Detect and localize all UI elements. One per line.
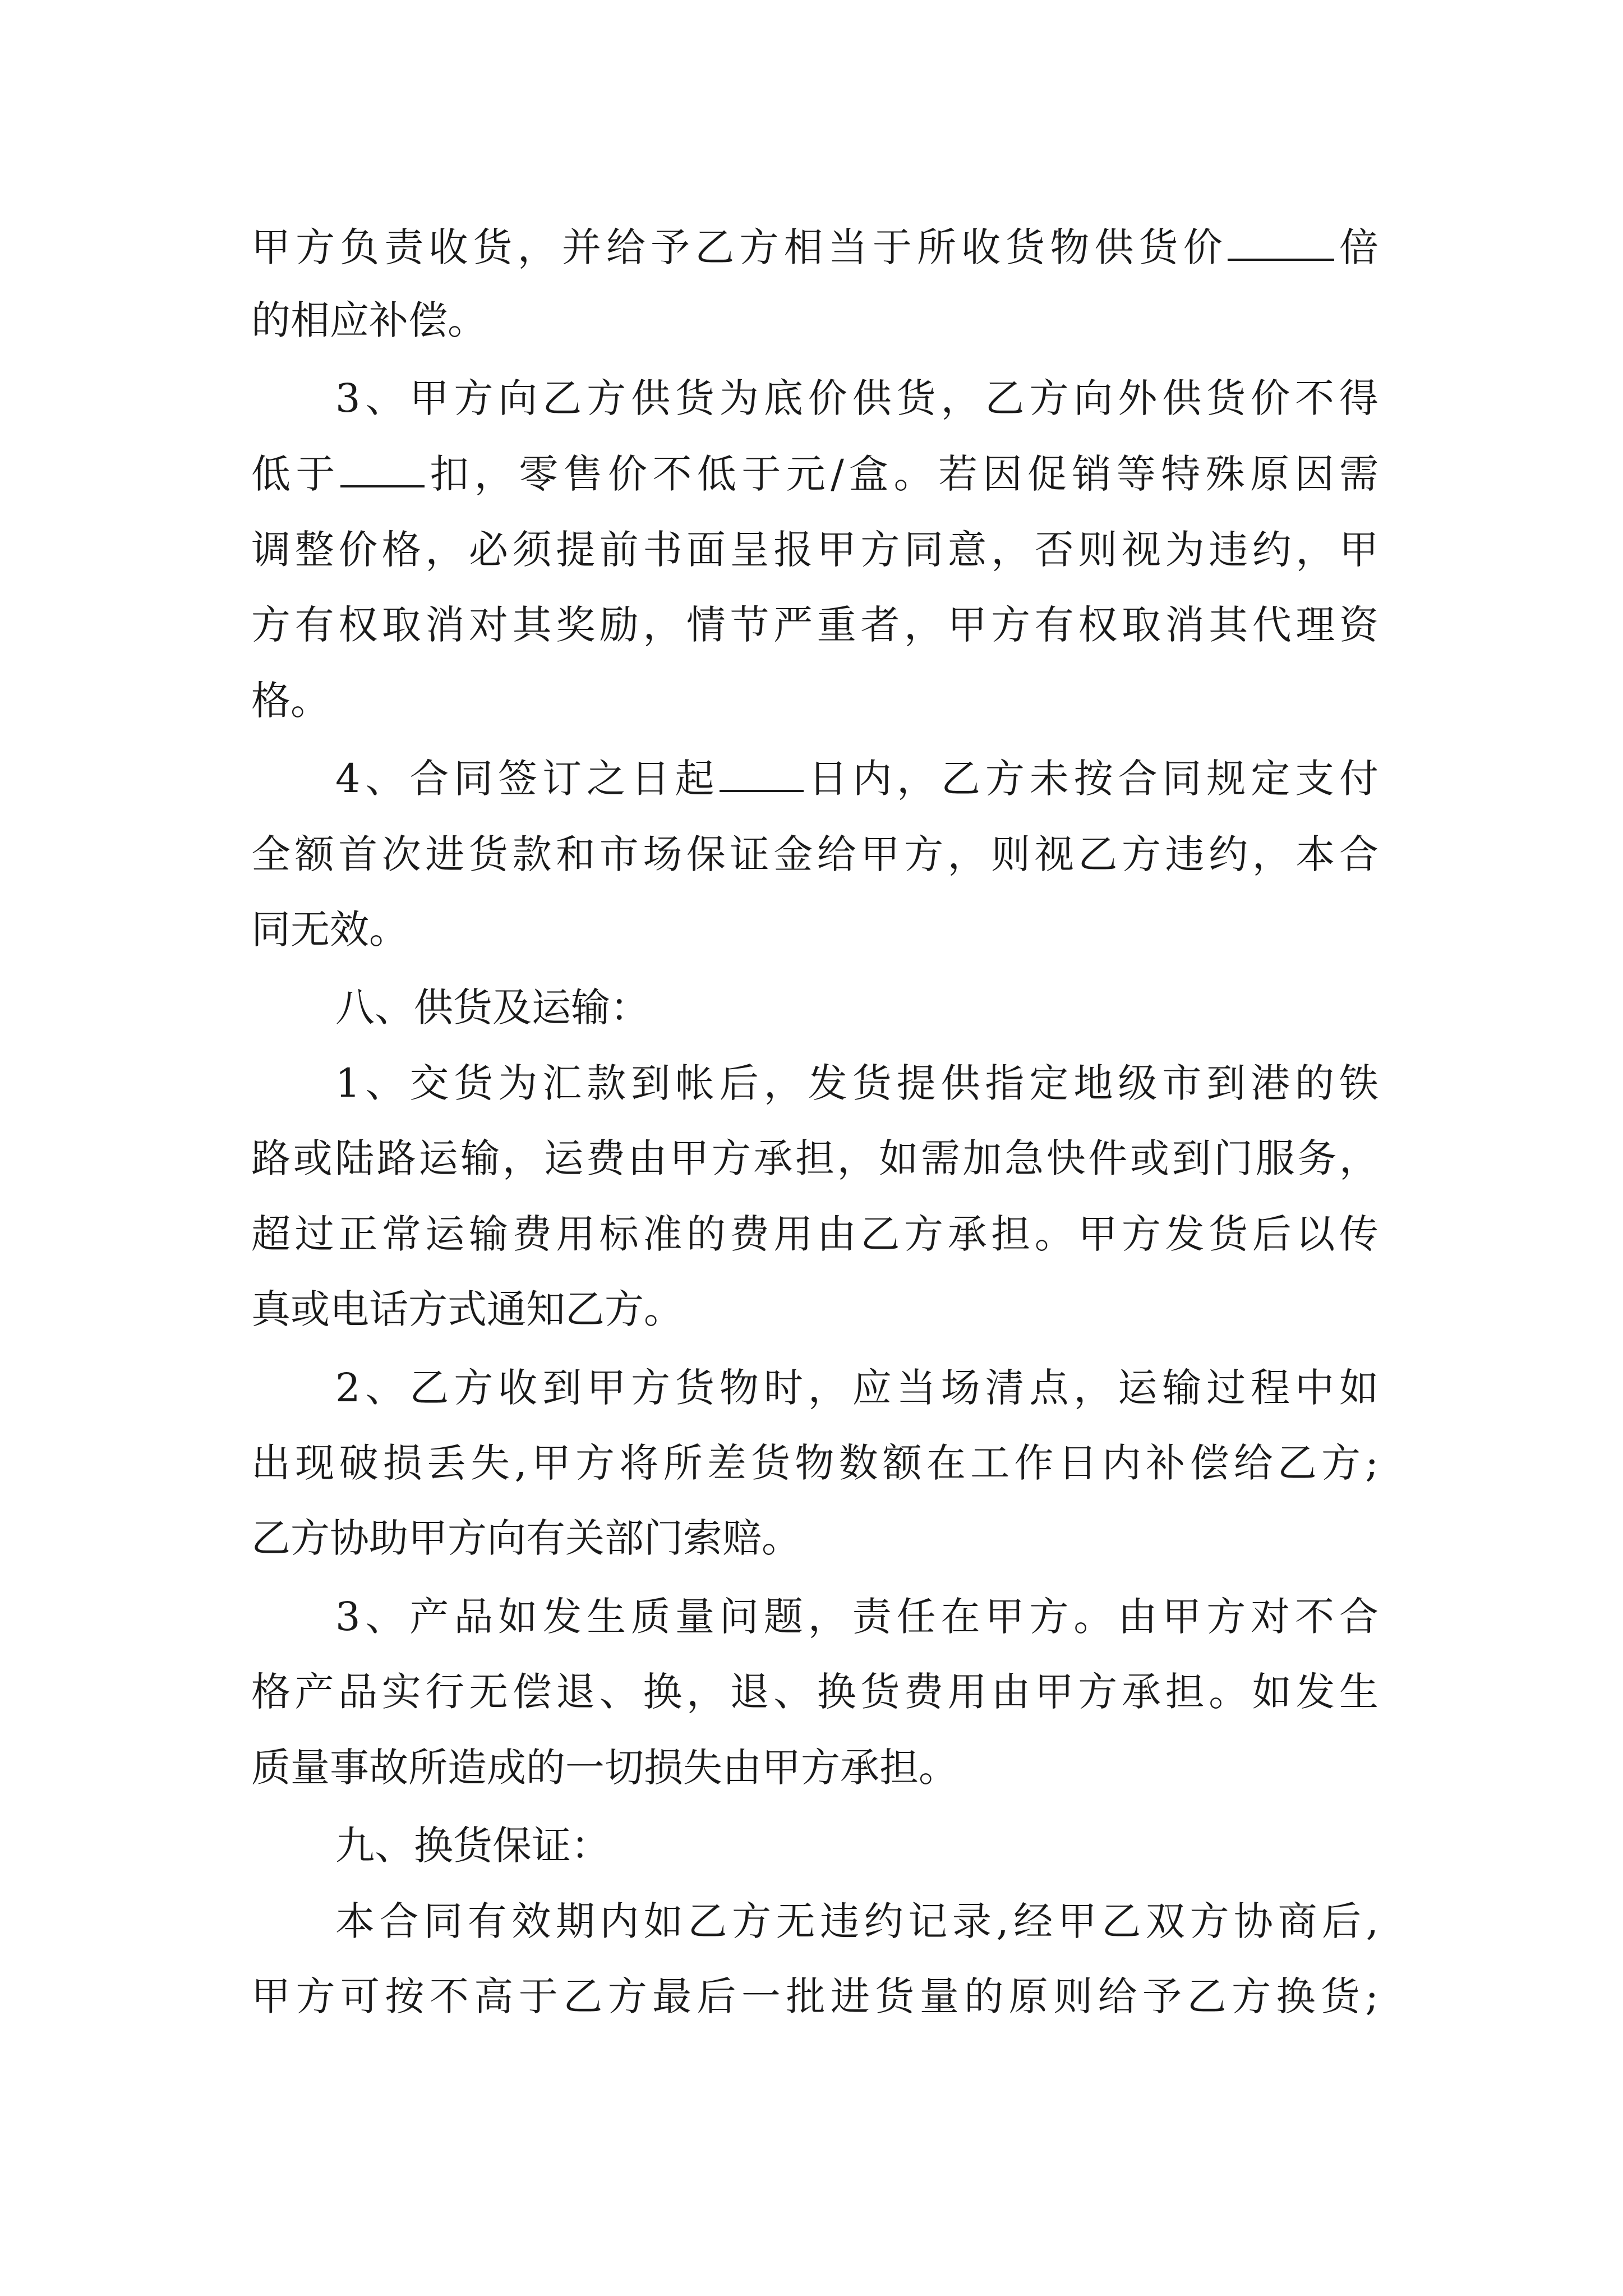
line-text: 日内，乙方未按合同规定支付 <box>803 756 1378 802</box>
line-text: 格产品实行无偿退、换，退、换货费用由甲方承担。如发生 <box>251 1669 1378 1715</box>
fill-in-blank <box>1228 224 1334 261</box>
paragraph-line <box>251 1666 1378 1718</box>
line-text: 扣，零售价不低于元/盒。若因促销等特殊原因需 <box>424 451 1378 497</box>
line-text: 同无效。 <box>251 907 408 953</box>
fill-in-blank <box>720 755 804 792</box>
line-text: 3、甲方向乙方供货为底价供货，乙方向外供货价不得 <box>335 375 1378 421</box>
paragraph-line <box>251 904 1378 955</box>
paragraph-line <box>251 599 1378 651</box>
paragraph-line <box>251 1971 1378 2022</box>
line-text: 全额首次进货款和市场保证金给甲方，则视乙方违约，本合 <box>251 831 1378 877</box>
paragraph-line <box>335 753 1378 804</box>
paragraph-line <box>251 1742 1378 1793</box>
paragraph-line <box>335 1057 1378 1109</box>
line-text: 方有权取消对其奖励，情节严重者，甲方有权取消其代理资 <box>251 602 1378 648</box>
line-text: 真或电话方式通知乙方。 <box>251 1286 683 1332</box>
line-text: 出现破损丢失,甲方将所差货物数额在工作日内补偿给乙方; <box>251 1440 1378 1486</box>
paragraph-line <box>251 1437 1378 1489</box>
line-text: 调整价格，必须提前书面呈报甲方同意，否则视为违约，甲 <box>251 527 1378 573</box>
paragraph-line <box>251 1133 1378 1184</box>
line-text: 超过正常运输费用标准的费用由乙方承担。甲方发货后以传 <box>251 1211 1378 1257</box>
line-text: 的相应补偿。 <box>251 297 487 343</box>
paragraph-line <box>251 829 1378 880</box>
line-text: 3、产品如发生质量问题，责任在甲方。由甲方对不合 <box>335 1594 1378 1640</box>
line-text: 甲方负责收货，并给予乙方相当于所收货物供货价 <box>251 224 1228 270</box>
line-text: 路或陆路运输，运费由甲方承担，如需加急快件或到门服务， <box>251 1135 1378 1181</box>
paragraph-line <box>335 1591 1378 1642</box>
line-text: 低于 <box>251 451 340 497</box>
paragraph-line <box>251 1208 1378 1260</box>
line-text: 格。 <box>251 678 330 724</box>
line-text: 4、合同签订之日起 <box>335 756 720 802</box>
fill-in-blank <box>340 450 425 487</box>
paragraph-line <box>335 1362 1378 1414</box>
line-text: 质量事故所造成的一切损失由甲方承担。 <box>251 1745 958 1791</box>
paragraph-line <box>251 448 1378 500</box>
paragraph-line <box>251 524 1378 576</box>
line-text: 乙方协助甲方向有关部门索赔。 <box>251 1515 801 1561</box>
paragraph-line <box>335 372 1378 424</box>
line-text: 1、交货为汇款到帐后，发货提供指定地级市到港的铁 <box>335 1060 1378 1106</box>
paragraph-line <box>335 1895 1378 1947</box>
paragraph-line <box>251 222 1378 273</box>
section-heading <box>335 982 1378 1033</box>
paragraph-line <box>251 1283 1378 1335</box>
line-text: 本合同有效期内如乙方无违约记录,经甲乙双方协商后, <box>335 1898 1378 1944</box>
line-text: 甲方可按不高于乙方最后一批进货量的原则给予乙方换货; <box>251 1973 1378 2019</box>
line-text: 倍 <box>1334 224 1379 270</box>
heading-text: 八、供货及运输： <box>335 984 649 1030</box>
paragraph-line <box>251 675 1378 726</box>
line-text: 2、乙方收到甲方货物时，应当场清点，运输过程中如 <box>335 1365 1378 1411</box>
paragraph-line <box>251 295 1378 346</box>
section-heading <box>335 1820 1378 1871</box>
heading-text: 九、换货保证： <box>335 1823 610 1869</box>
paragraph-line <box>251 1512 1378 1564</box>
